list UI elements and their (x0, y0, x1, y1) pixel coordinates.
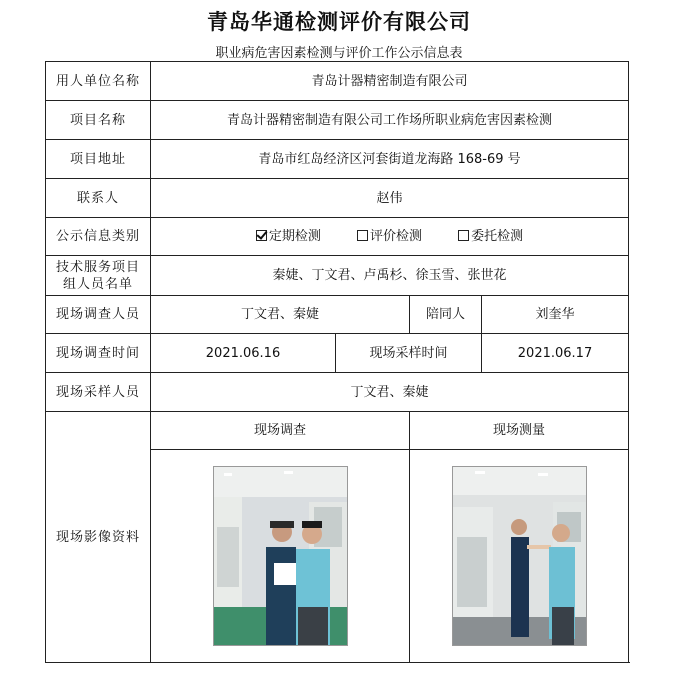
measure-photo-image (452, 466, 587, 646)
row-team (46, 256, 629, 296)
address-value: 青岛市红岛经济区河套街道龙海路 168-69 号 (151, 140, 629, 179)
checkbox-empty-icon (458, 230, 469, 241)
row-survey-staff (46, 296, 629, 334)
row-contact (46, 179, 629, 218)
form-subtitle: 职业病危害因素检测与评价工作公示信息表 (215, 46, 463, 61)
category-option-periodic[interactable] (256, 228, 321, 245)
sampling-staff-value: 丁文君、秦婕 (151, 373, 629, 412)
sampling-time-value: 2021.06.17 (482, 334, 629, 373)
measure-photo-cell (410, 450, 629, 663)
images-label: 现场影像资料 (46, 412, 151, 663)
image-measure-caption: 现场测量 (410, 412, 629, 450)
row-category (46, 218, 629, 256)
sampling-staff-label: 现场采样人员 (46, 373, 151, 412)
image-survey-caption: 现场调查 (151, 412, 410, 450)
row-sampling-staff (46, 373, 629, 412)
address-label: 项目地址 (46, 140, 151, 179)
option-label: 委托检测 (471, 229, 524, 244)
survey-photo-image (213, 466, 348, 646)
survey-time-label: 现场调查时间 (46, 334, 151, 373)
checkbox-checked-icon (256, 230, 267, 241)
row-times (46, 334, 629, 373)
survey-staff-label: 现场调查人员 (46, 296, 151, 334)
survey-staff-value: 丁文君、秦婕 (151, 296, 410, 334)
category-options (151, 218, 629, 256)
checkbox-empty-icon (357, 230, 368, 241)
option-label: 评价检测 (370, 229, 423, 244)
employer-value: 青岛计器精密制造有限公司 (151, 62, 629, 101)
escort-value: 刘奎华 (482, 296, 629, 334)
category-option-evaluation[interactable] (357, 228, 422, 245)
sampling-time-label: 现场采样时间 (336, 334, 482, 373)
escort-label: 陪同人 (410, 296, 482, 334)
survey-photo-cell (151, 450, 410, 663)
contact-value: 赵伟 (151, 179, 629, 218)
project-label: 项目名称 (46, 101, 151, 140)
company-title: 青岛华通检测评价有限公司 (207, 10, 471, 34)
disclosure-table (45, 61, 629, 663)
row-address (46, 140, 629, 179)
team-value: 秦婕、丁文君、卢禹杉、徐玉雪、张世花 (151, 256, 629, 296)
row-image-captions (46, 412, 629, 450)
employer-label: 用人单位名称 (46, 62, 151, 101)
project-value: 青岛计器精密制造有限公司工作场所职业病危害因素检测 (151, 101, 629, 140)
row-project (46, 101, 629, 140)
survey-time-value: 2021.06.16 (151, 334, 336, 373)
row-employer (46, 62, 629, 101)
category-label: 公示信息类别 (46, 218, 151, 256)
contact-label: 联系人 (46, 179, 151, 218)
option-label: 定期检测 (268, 229, 321, 244)
category-option-commission[interactable] (458, 228, 523, 245)
team-label: 技术服务项目组人员名单 (46, 256, 151, 296)
